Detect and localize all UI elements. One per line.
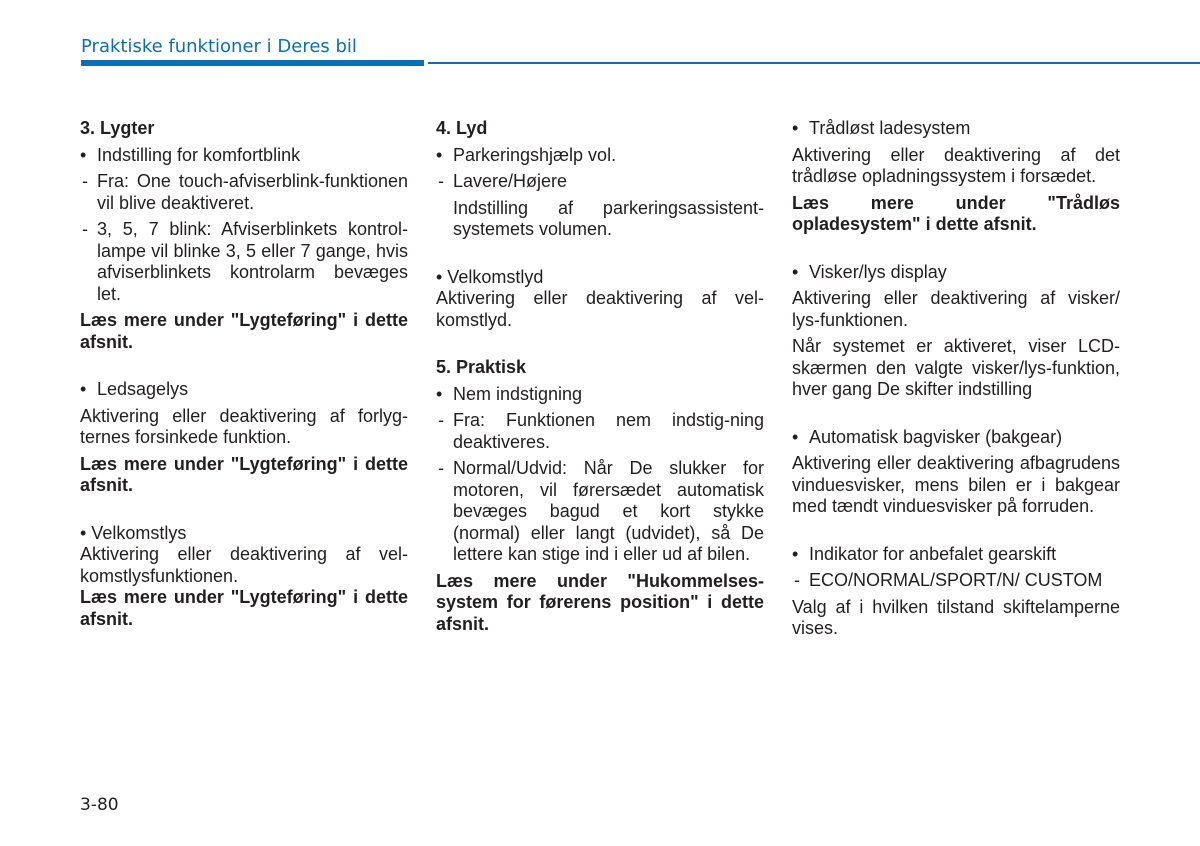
reference-note: Læs mere under "Hukommelses-system for førerens position" i dette afsnit. xyxy=(436,570,764,634)
header-rule-thin xyxy=(428,62,1200,64)
list-item-gearskift-indikator: • Indikator for anbefalet gearskift xyxy=(792,544,1120,566)
reference-note: Læs mere under "Trådløs opladesystem" i dette afsnit. xyxy=(792,192,1120,234)
list-item-nem-indstigning: • Nem indstigning xyxy=(436,384,764,406)
list-item-tradlost-ladesystem: • Trådløst ladesystem xyxy=(792,118,1120,140)
list-subitem: - Fra: Funktionen nem indstig-ning deaktiveres. xyxy=(436,410,764,453)
paragraph: Aktivering eller deaktivering af vel-komstlyd. xyxy=(436,288,764,330)
list-item-velkomstlys: • Velkomstlys xyxy=(80,522,187,543)
reference-note: Læs mere under "Lygteføring" i dette afsnit. xyxy=(80,453,408,495)
paragraph: Aktivering eller deaktivering af vel-komstlysfunktionen. xyxy=(80,544,408,586)
page-number: 3-80 xyxy=(80,795,119,815)
list-item-ledsagelys: • Ledsagelys xyxy=(80,379,408,401)
column-2 xyxy=(436,118,764,640)
list-item-visker-lys-display: • Visker/lys display xyxy=(792,262,1120,284)
column-3 xyxy=(792,118,1120,645)
list-item-velkomstlyd: • Velkomstlyd xyxy=(436,266,544,287)
list-subitem: - 3, 5, 7 blink: Afviserblinkets kontrol-lampe vil blinke 3, 5 eller 7 gange, hvis afviserblinkets kontrolarm bevæges let. xyxy=(80,219,408,305)
column-1 xyxy=(80,118,408,635)
list-subitem: - Normal/Udvid: Når De slukker for motoren, vil førersædet automatisk bevæges bagud et kort stykke (normal) eller langt (udvidet), så De lettere kan stige ind i eller ud af bilen. xyxy=(436,458,764,566)
reference-note: Læs mere under "Lygteføring" i dette afsnit. xyxy=(80,587,408,629)
section-heading-lyd: 4. Lyd xyxy=(436,118,488,138)
section-heading-praktisk: 5. Praktisk xyxy=(436,357,527,377)
section-heading-lygter: 3. Lygter xyxy=(80,118,155,138)
list-subitem: - Fra: One touch-afviserblink-funktionen vil blive deaktiveret. xyxy=(80,171,408,214)
page-header-title: Praktiske funktioner i Deres bil xyxy=(81,36,357,57)
list-item-automatisk-bagvisker: • Automatisk bagvisker (bakgear) xyxy=(792,427,1120,449)
paragraph: Aktivering eller deaktivering af visker/ lys-funktionen. xyxy=(792,288,1120,330)
list-item-komfortblink: • Indstilling for komfortblink xyxy=(80,145,408,167)
paragraph: Indstilling af parkeringsassistent-systemets volumen. xyxy=(453,197,764,239)
paragraph: Valg af i hvilken tilstand skiftelamperne vises. xyxy=(792,596,1120,638)
paragraph: Når systemet er aktiveret, viser LCD-skærmen den valgte visker/lys-funktion, hver gang De skifter indstilling xyxy=(792,336,1120,399)
paragraph: Aktivering eller deaktivering afbagrudens vinduesvisker, mens bilen er i bakgear med tændt vinduesvisker på forruden. xyxy=(792,453,1120,516)
paragraph: Aktivering eller deaktivering af forlyg-ternes forsinkede funktion. xyxy=(80,405,408,447)
header-rule-thick xyxy=(81,60,424,66)
list-subitem: - Lavere/Højere xyxy=(436,171,764,193)
list-item-parkeringshjaelp: • Parkeringshjælp vol. xyxy=(436,145,764,167)
list-subitem: - ECO/NORMAL/SPORT/N/ CUSTOM xyxy=(792,570,1120,592)
paragraph: Aktivering eller deaktivering af det trådløse opladningssystem i forsædet. xyxy=(792,144,1120,186)
reference-note: Læs mere under "Lygteføring" i dette afsnit. xyxy=(80,310,408,352)
